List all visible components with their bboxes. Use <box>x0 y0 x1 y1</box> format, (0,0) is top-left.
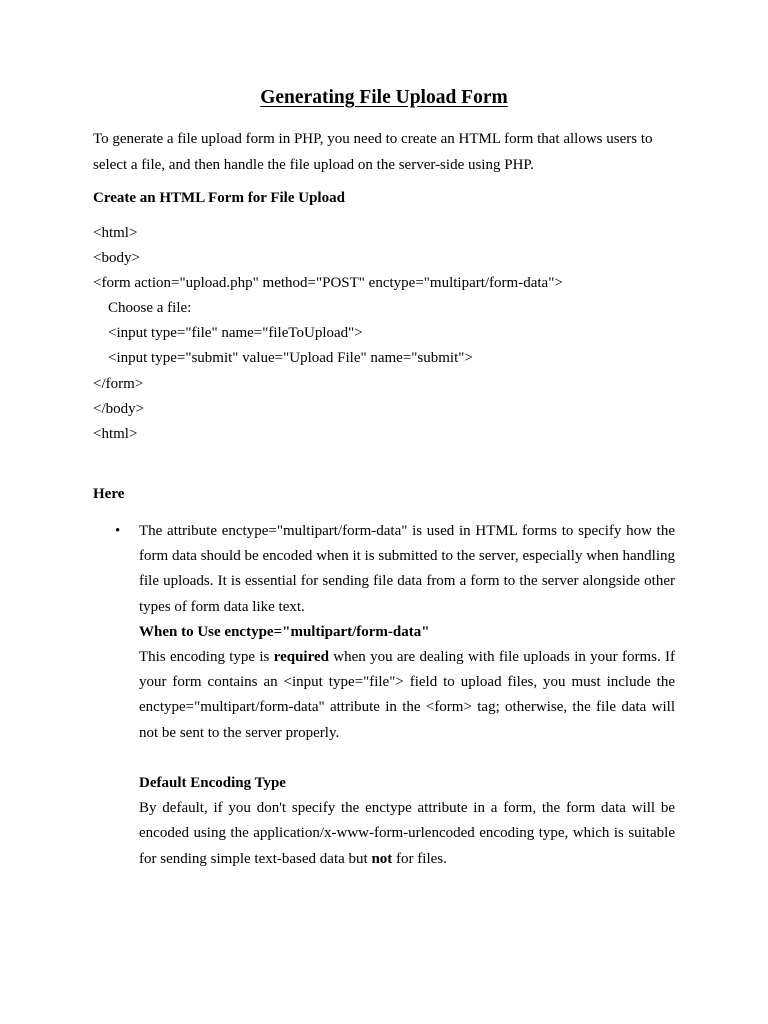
code-line: </form> <box>93 375 144 392</box>
when-paragraph <box>139 645 675 746</box>
code-line: Choose a file: <box>108 300 192 317</box>
default-paragraph <box>139 796 675 872</box>
when-text-start: This encoding type is <box>139 649 274 666</box>
code-line: <input type="file" name="fileToUpload"> <box>108 325 363 342</box>
code-line: <html> <box>93 225 138 241</box>
code-line: <input type="submit" value="Upload File" name="submit"> <box>108 350 473 367</box>
section-heading: Create an HTML Form for File Upload <box>93 190 345 206</box>
default-heading: Default Encoding Type <box>139 775 286 792</box>
default-text-start: By default, if you don't specify the enctype attribute in a form, the form data will be encoded using the application/x-www-form-urlencoded encoding type, which is suitable for sending simple text-based data but <box>139 800 675 867</box>
bullet-icon: • <box>115 523 121 539</box>
when-heading: When to Use enctype="multipart/form-data" <box>139 623 430 640</box>
bullet-paragraph: The attribute enctype="multipart/form-data" is used in HTML forms to specify how the form data should be encoded when it is submitted to the server, especially when handling file uploads. It is essential for sending file data from a form to the server alongside other types of form data like text. <box>139 523 675 615</box>
code-line: </body> <box>93 400 145 417</box>
default-text-end: for files. <box>392 850 447 867</box>
document-title: Generating File Upload Form <box>260 87 508 108</box>
code-line: <html> <box>93 425 138 442</box>
code-line: <form action="upload.php" method="POST" enctype="multipart/form-data"> <box>93 275 563 292</box>
bullet-list-item <box>115 519 676 872</box>
default-text-bold: not <box>371 850 393 867</box>
code-line: <body> <box>93 250 140 267</box>
code-block <box>93 221 675 447</box>
intro-paragraph: To generate a file upload form in PHP, you need to create an HTML form that allows users to select a file, and then handle the file upload on the server-side using PHP. <box>93 131 653 173</box>
when-text-end: when you are dealing with file uploads in your forms. If your form contains an <input type="file"> field to upload files, you must include the enctype="multipart/form-data" attribute in the <form> tag; otherwise, the file data will not be sent to the server properly. <box>139 649 676 741</box>
here-heading: Here <box>93 486 125 502</box>
when-text-bold: required <box>273 649 329 666</box>
spacer <box>139 746 675 771</box>
